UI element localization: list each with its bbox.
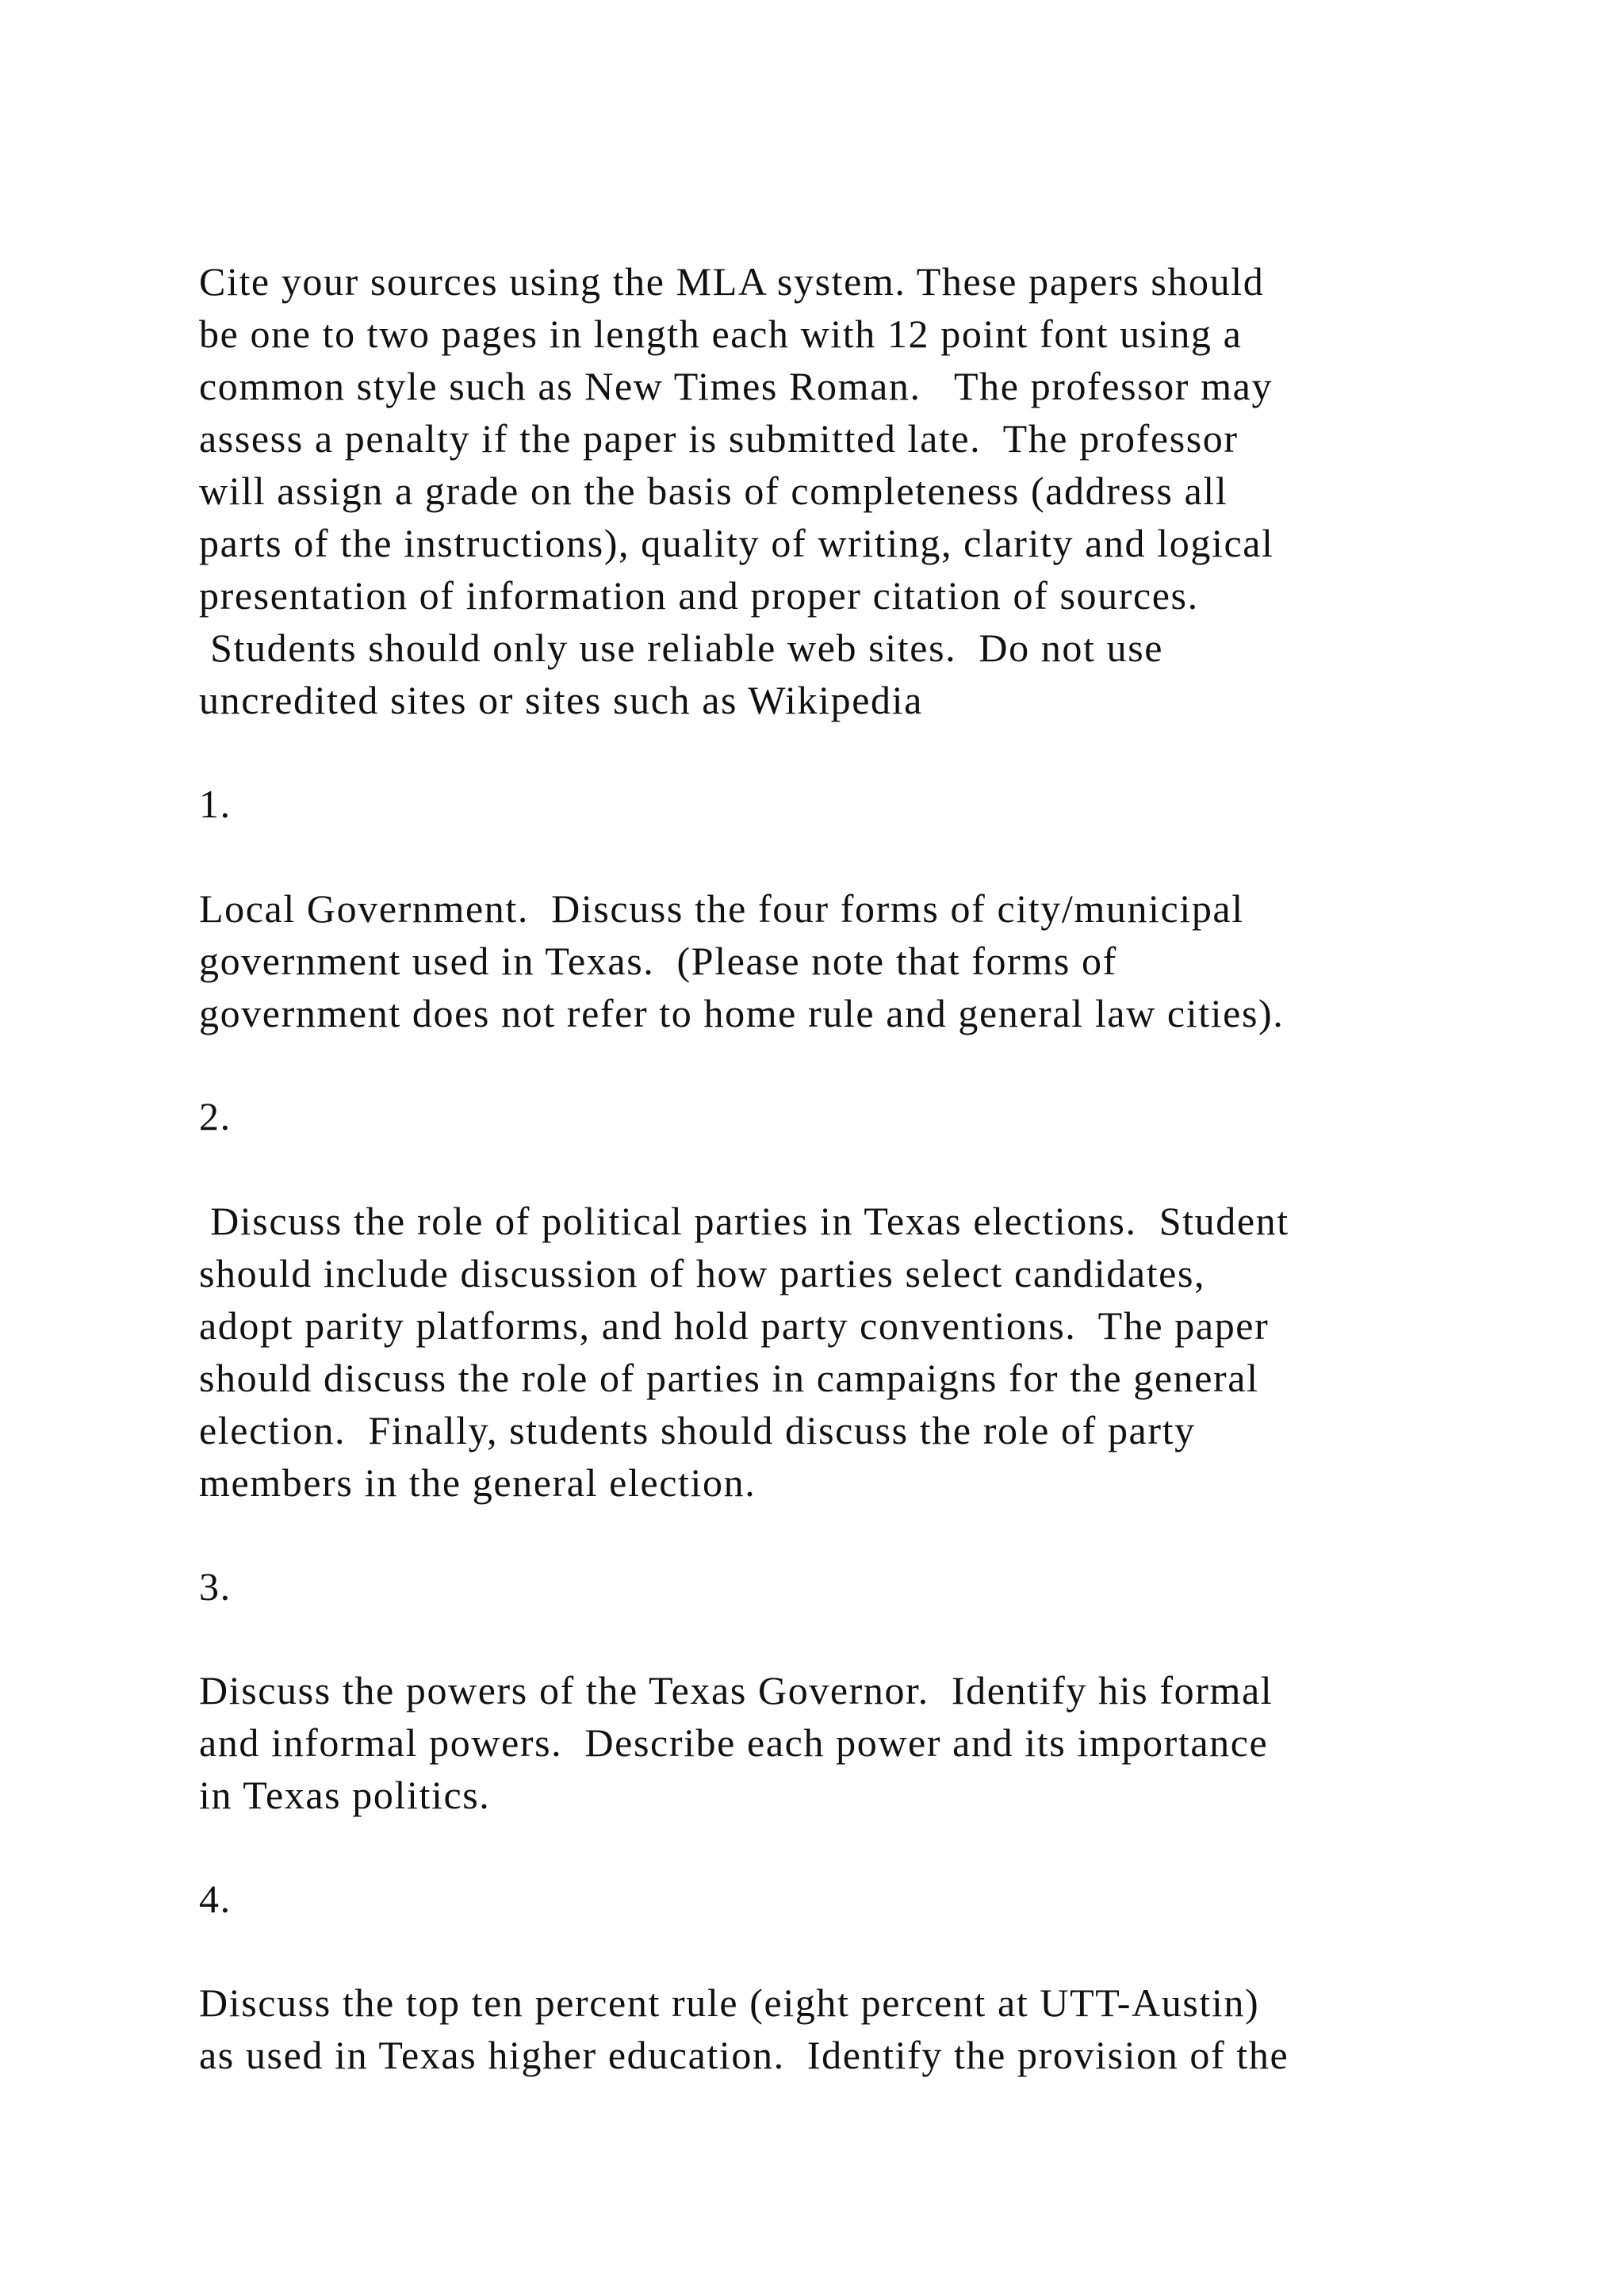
question-line: Local Government. Discuss the four forms of city/municipal — [199, 886, 1244, 931]
question-line: Discuss the top ten percent rule (eight percent at UTT-Austin) — [199, 1980, 1260, 2025]
question-number: 3. — [199, 1564, 232, 1609]
question-line: should include discussion of how parties select candidates, — [199, 1251, 1206, 1295]
question-line: in Texas politics. — [199, 1773, 491, 1817]
question-line: Discuss the powers of the Texas Governor. Identify his formal — [199, 1668, 1274, 1712]
intro-line: presentation of information and proper citation of sources. — [199, 573, 1199, 618]
question-line: election. Finally, students should discuss the role of party — [199, 1408, 1196, 1452]
intro-line: parts of the instructions), quality of writing, clarity and logical — [199, 521, 1274, 565]
intro-line: be one to two pages in length each with 12 point font using a — [199, 312, 1243, 356]
intro-line: Students should only use reliable web sites. Do not use — [199, 626, 1164, 670]
question-line: government used in Texas. (Please note that forms of — [199, 939, 1117, 983]
question-number: 1. — [199, 782, 232, 826]
intro-line: assess a penalty if the paper is submitted late. The professor — [199, 416, 1239, 461]
question-line: government does not refer to home rule and general law cities). — [199, 991, 1285, 1035]
question-line: and informal powers. Describe each power and its importance — [199, 1720, 1269, 1765]
intro-line: Cite your sources using the MLA system. These papers should — [199, 259, 1265, 304]
question-line: adopt parity platforms, and hold party conventions. The paper — [199, 1303, 1270, 1348]
intro-line: uncredited sites or sites such as Wikipedia — [199, 678, 923, 722]
intro-line: will assign a grade on the basis of completeness (address all — [199, 469, 1228, 513]
question-line: should discuss the role of parties in campaigns for the general — [199, 1356, 1259, 1400]
question-line: members in the general election. — [199, 1460, 756, 1505]
intro-line: common style such as New Times Roman. The professor may — [199, 364, 1274, 408]
question-number: 4. — [199, 1877, 232, 1921]
question-number: 2. — [199, 1094, 232, 1138]
question-line: as used in Texas higher education. Identify the provision of the — [199, 2033, 1289, 2077]
question-line: Discuss the role of political parties in Texas elections. Student — [199, 1199, 1289, 1243]
